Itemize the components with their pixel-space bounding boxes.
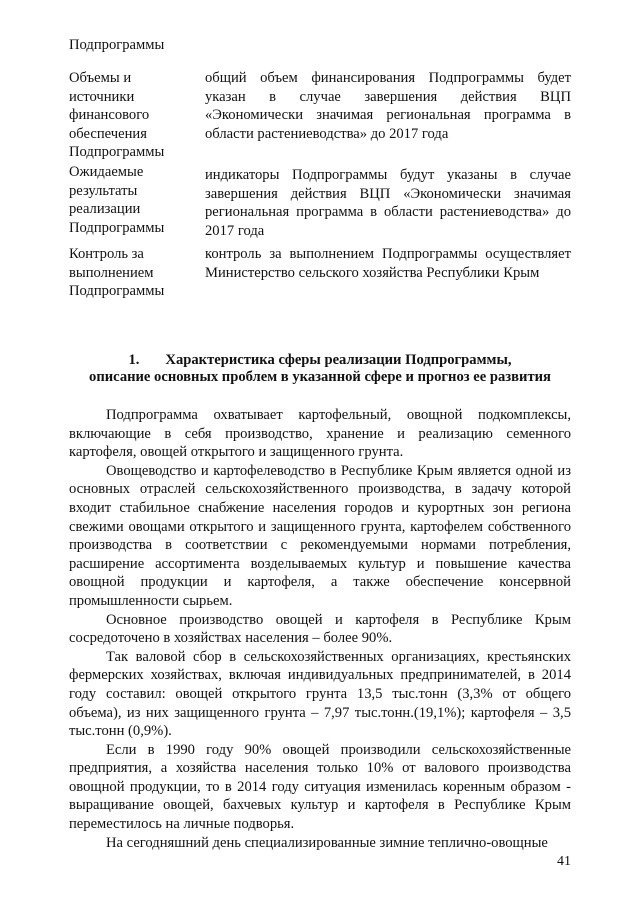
section-title-line2: описание основных проблем в указанной сфере и прогноз ее развития (89, 369, 551, 385)
passport-value-results: индикаторы Подпрограммы будут указаны в случае завершения действия ВЦП «Экономически значимая региональная программа в области растениеводства» до 2017 года (205, 167, 571, 239)
section-heading-line1 (69, 352, 571, 369)
paragraph-production: Основное производство овощей и картофеля в Республике Крым сосредоточено в хозяйствах населения – более 90%. (69, 611, 571, 647)
passport-label-control: Контроль за выполнением Подпрограммы (69, 246, 165, 300)
passport-value-funding: общий объем финансирования Подпрограммы будет указан в случае завершения действия ВЦП «Экономически значимая региональная программа в области растениеводства» до 2017 года (205, 70, 571, 142)
paragraph-scope: Подпрограмма охватывает картофельный, овощной подкомплексы, включающие в себя производство, хранение и реализацию семенного картофеля, овощей открытого и защищенного грунта. (69, 407, 571, 461)
paragraph-greenhouses: На сегодняшний день специализированные зимние теплично-овощные (106, 834, 548, 851)
section-title-line1: Характеристика сферы реализации Подпрограммы, (165, 352, 512, 368)
passport-label-funding: Объемы и источники финансового обеспечения Подпрограммы (69, 70, 165, 161)
section-number: 1. (128, 352, 140, 368)
passport-value-control: контроль за выполнением Подпрограммы осуществляет Министерство сельского хозяйства Республики Крым (205, 246, 571, 281)
section-body (69, 406, 571, 852)
page-number: 41 (557, 854, 571, 869)
passport-label-results: Ожидаемые результаты реализации Подпрограммы (69, 164, 165, 236)
passport-header-continuation: Подпрограммы (69, 37, 165, 53)
paragraph-comparison-1990: Если в 1990 году 90% овощей производили сельскохозяйственные предприятия, а хозяйства населения только 10% от валового производства овощной продукции, то в 2014 году ситуация изменилась коренным образом - выращивание овощей, бахчевых культур и картофеля в Республике Крым переместилось на личные подворья. (69, 741, 571, 833)
paragraph-industry: Овощеводство и картофелеводство в Республике Крым является одной из основных отраслей сельскохозяйственного производства, в задачу которой входит стабильное снабжение населения городов и курортных зон региона свежими овощами открытого и защищенного грунта, картофелем собственного производства в соответствии с рекомендуемыми нормами потребления, расширение ассортимента возделываемых культур и повышение качества овощной продукции и картофеля, а также обеспечение консервной промышленности сырьем. (69, 462, 571, 609)
paragraph-harvest-2014: Так валовой сбор в сельскохозяйственных организациях, крестьянских фермерских хозяйствах, включая индивидуальных предпринимателей, в 2014 году составил: овощей открытого грунта 13,5 тыс.тонн (3,3% от общего объема), из них защищенного грунта – 7,97 тыс.тонн.(19,1%); картофеля – 3,5 тыс.тонн (0,9%). (69, 648, 571, 740)
section-heading (69, 352, 571, 386)
